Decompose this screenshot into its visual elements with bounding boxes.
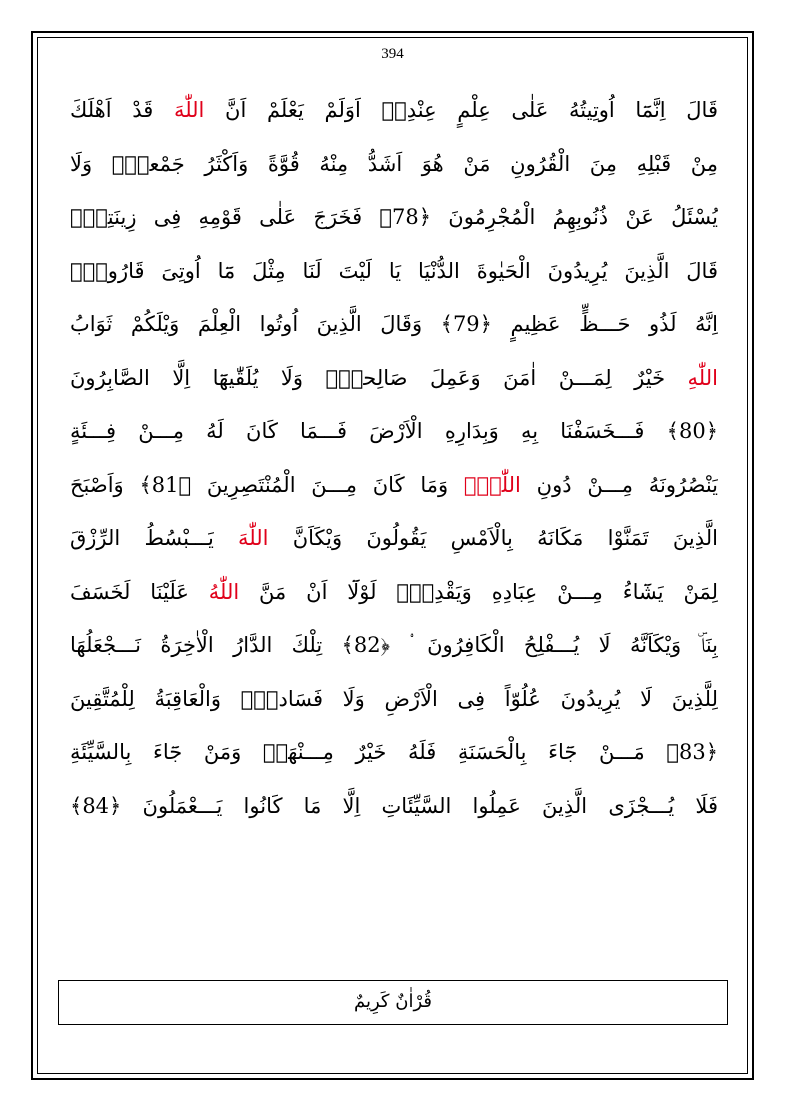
verse-text: مِنْ قَبْلِهِ مِنَ الْقُرُونِ مَنْ هُوَ اَشَدُّ مِنْهُ قُوَّةً وَاَكْثَرُ جَمْعاًۜ وَلَا	[70, 151, 718, 176]
verse-text: قَدْ اَهْلَكَ	[70, 98, 174, 122]
verse-text: يَـــبْسُطُ الرِّزْقَ	[70, 526, 239, 550]
divine-name: اللّٰهَ	[173, 98, 205, 122]
verse-text: فَلَا يُـــجْزَى الَّذِينَ عَمِلُوا السَّيِّئَاتِ اِلَّا مَا كَانُوا يَـــعْمَلُونَ ﴿84﴾	[70, 793, 718, 818]
text-line	[70, 619, 718, 673]
verse-text: ﴿83﴾ مَـــنْ جَٓاءَ بِالْحَسَنَةِ فَلَهُ خَيْرٌ مِـــنْهَاۚ وَمَنْ جَٓاءَ بِالسَّيِّئَةِ	[70, 740, 718, 764]
text-line	[70, 673, 718, 727]
footer-title-box	[58, 980, 728, 1025]
text-line	[70, 352, 718, 406]
text-line	[70, 566, 718, 620]
verse-text: عَلَيْنَا لَخَسَفَ	[70, 579, 209, 604]
verse-text: قَالَ الَّذِينَ يُرِيدُونَ الْحَيٰوةَ الدُّنْيَا يَا لَيْتَ لَنَا مِثْلَ مَٓا اُوتِىَ قَارُونُۙ	[70, 258, 718, 283]
verse-text: يُسْئَلُ عَنْ ذُنُوبِهِمُ الْمُجْرِمُونَ ﴿78﴾ فَخَرَجَ عَلٰى قَوْمِهِ فِى زِينَتِهِۜ	[70, 205, 718, 229]
verse-text: اِنَّهُ لَذُو حَـــظٍّ عَظِيمٍ ﴿79﴾ وَقَالَ الَّذِينَ اُوتُوا الْعِلْمَ وَيْلَكُمْ ثَوَابُ	[70, 312, 718, 336]
verse-text: لِمَنْ يَشَٓاءُ مِـــنْ عِبَادِهِ وَيَقْدِرُۚ لَوْلَٓا اَنْ مَنَّ	[239, 579, 718, 604]
text-line	[70, 459, 718, 513]
text-line	[70, 298, 718, 352]
text-line	[70, 780, 718, 834]
quran-text-block	[70, 84, 718, 833]
verse-text: خَيْرٌ لِمَـــنْ اٰمَنَ وَعَمِلَ صَالِحاًۚ وَلَا يُلَقّٰيهَٓا اِلَّا الصَّابِرُونَ	[70, 365, 688, 390]
verse-text: الَّذِينَ تَمَنَّوْا مَكَانَهُ بِالْاَمْسِ يَقُولُونَ وَيْكَاَنَّ	[268, 526, 718, 550]
divine-name: اللّٰهُ	[208, 579, 240, 604]
divine-name: اللّٰهَ	[238, 526, 269, 550]
verse-text: يَنْصُرُونَهُ مِـــنْ دُونِ	[520, 472, 718, 497]
verse-text: ﴿80﴾ فَـــخَسَفْنَا بِهِ وَبِدَارِهِ الْاَرْضَ فَـــمَا كَانَ لَهُ مِـــنْ فِـــئَةٍ	[70, 419, 718, 443]
verse-text: بِنَاۜ وَيْكَاَنَّهُ لَا يُـــفْلِحُ الْكَافِرُونَ ۟ ﴿82﴾ تِلْكَ الدَّارُ الْاٰخِرَةُ نَـــجْعَلُهَا	[70, 633, 718, 657]
text-line	[70, 405, 718, 459]
verse-text: قَالَ اِنَّمَٓا اُوتِيتُهُ عَلٰى عِلْمٍ عِنْدِىۜ اَوَلَمْ يَعْلَمْ اَنَّ	[204, 98, 718, 122]
footer-title: قُرْاٰنٌ كَرِيمٌ	[354, 991, 432, 1012]
text-line	[70, 138, 718, 192]
page-number: 394	[381, 46, 404, 62]
text-line	[70, 84, 718, 138]
text-line	[70, 191, 718, 245]
divine-name: اللّٰهِ	[463, 472, 521, 497]
verse-text: لِلَّذِينَ لَا يُرِيدُونَ عُلُوّاً فِى الْاَرْضِ وَلَا فَسَاداًۜ وَالْعَاقِبَةُ لِلْمُتَّقِينَ	[70, 686, 718, 711]
text-line	[70, 512, 718, 566]
text-line	[70, 245, 718, 299]
verse-text: ۗ وَمَا كَانَ مِـــنَ الْمُنْتَصِرِينَ ﴿81﴾ وَاَصْبَحَ	[70, 472, 464, 497]
divine-name: اللّٰهِ	[687, 365, 718, 390]
text-line	[70, 726, 718, 780]
